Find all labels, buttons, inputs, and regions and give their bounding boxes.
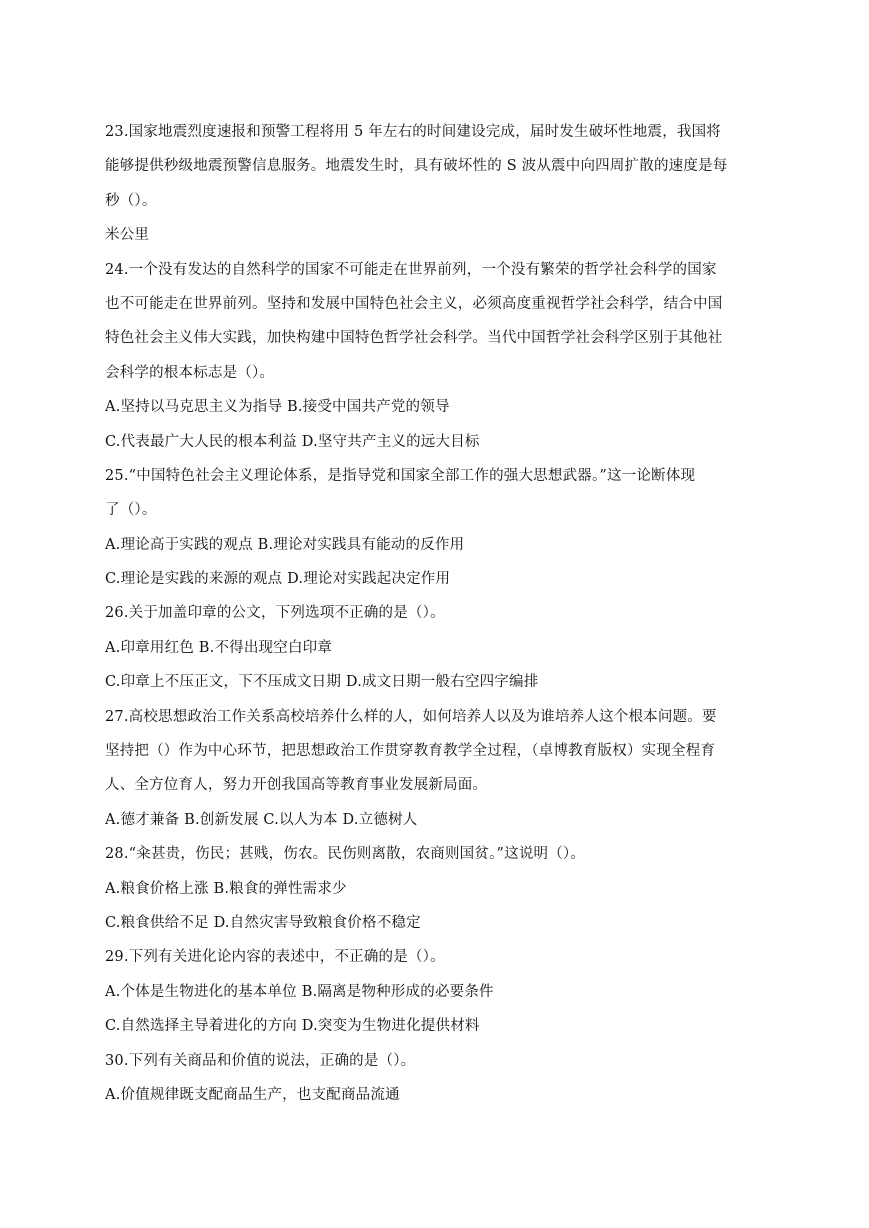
answer-options-line: A.坚持以马克思主义为指导 B.接受中国共产党的领导	[105, 399, 450, 416]
answer-options-line: A.印章用红色 B.不得出现空白印章	[105, 639, 333, 656]
question-text-line: 也不可能走在世界前列。坚持和发展中国特色社会主义，必须高度重视哲学社会科学，结合中国	[105, 295, 723, 312]
question-29	[105, 940, 765, 1043]
question-text-line: 27.高校思想政治工作关系高校培养什么样的人，如何培养人以及为谁培养人这个根本问题。要	[105, 708, 717, 725]
answer-options-line: C.代表最广大人民的根本利益 D.坚守共产主义的远大目标	[105, 433, 480, 450]
question-text-line: 25.“中国特色社会主义理论体系，是指导党和国家全部工作的强大思想武器。”这一论断体现	[105, 467, 696, 484]
question-28	[105, 837, 765, 940]
question-text-line: 坚持把（）作为中心环节，把思想政治工作贯穿教育教学全过程，（卓博教育版权）实现全程育	[105, 743, 716, 760]
question-list	[105, 115, 765, 1112]
question-text-line: 特色社会主义伟大实践，加快构建中国特色哲学社会科学。当代中国哲学社会科学区别于其他社	[105, 330, 723, 347]
question-25	[105, 459, 765, 597]
question-text-line: 人、全方位育人，努力开创我国高等教育事业发展新局面。	[105, 777, 488, 794]
answer-options-line: A.粮食价格上涨 B.粮食的弹性需求少	[105, 880, 347, 897]
answer-options-line: C.印章上不压正文，下不压成文日期 D.成文日期一般右空四字编排	[105, 674, 539, 691]
answer-options-line: A.理论高于实践的观点 B.理论对实践具有能动的反作用	[105, 536, 465, 553]
answer-options-line: A.个体是生物进化的基本单位 B.隔离是物种形成的必要条件	[105, 983, 494, 1000]
question-27	[105, 700, 765, 838]
question-text-line: 29.下列有关进化论内容的表述中，不正确的是（）。	[105, 949, 445, 966]
question-text-line: 能够提供秒级地震预警信息服务。地震发生时，具有破坏性的 S 波从震中向四周扩散的速度是每	[105, 158, 728, 175]
answer-options-line: 米公里	[105, 227, 150, 244]
answer-options-line: C.理论是实践的来源的观点 D.理论对实践起决定作用	[105, 571, 451, 588]
question-text-line: 23.国家地震烈度速报和预警工程将用 5 年左右的时间建设完成，届时发生破坏性地震，我国将	[105, 124, 721, 140]
question-text-line: 30.下列有关商品和价值的说法，正确的是（）。	[105, 1052, 416, 1069]
answer-options-line: A.价值规律既支配商品生产，也支配商品流通	[105, 1086, 400, 1103]
question-26	[105, 596, 765, 699]
answer-options-line: C.粮食供给不足 D.自然灾害导致粮食价格不稳定	[105, 914, 421, 931]
question-23	[105, 115, 765, 253]
question-text-line: 28.“籴甚贵，伤民；甚贱，伤农。民伤则离散，农商则国贫。”这说明（）。	[105, 846, 586, 863]
question-text-line: 了（）。	[105, 502, 157, 519]
answer-options-line: C.自然选择主导着进化的方向 D.突变为生物进化提供材料	[105, 1018, 480, 1035]
question-text-line: 24.一个没有发达的自然科学的国家不可能走在世界前列，一个没有繁荣的哲学社会科学的国家	[105, 261, 717, 278]
answer-options-line: A.德才兼备 B.创新发展 C.以人为本 D.立德树人	[105, 811, 418, 828]
question-text-line: 26.关于加盖印章的公文，下列选项不正确的是（）。	[105, 605, 445, 622]
question-24	[105, 253, 765, 459]
question-text-line: 秒（）。	[105, 192, 157, 209]
question-30	[105, 1044, 765, 1113]
question-text-line: 会科学的根本标志是（）。	[105, 364, 275, 381]
